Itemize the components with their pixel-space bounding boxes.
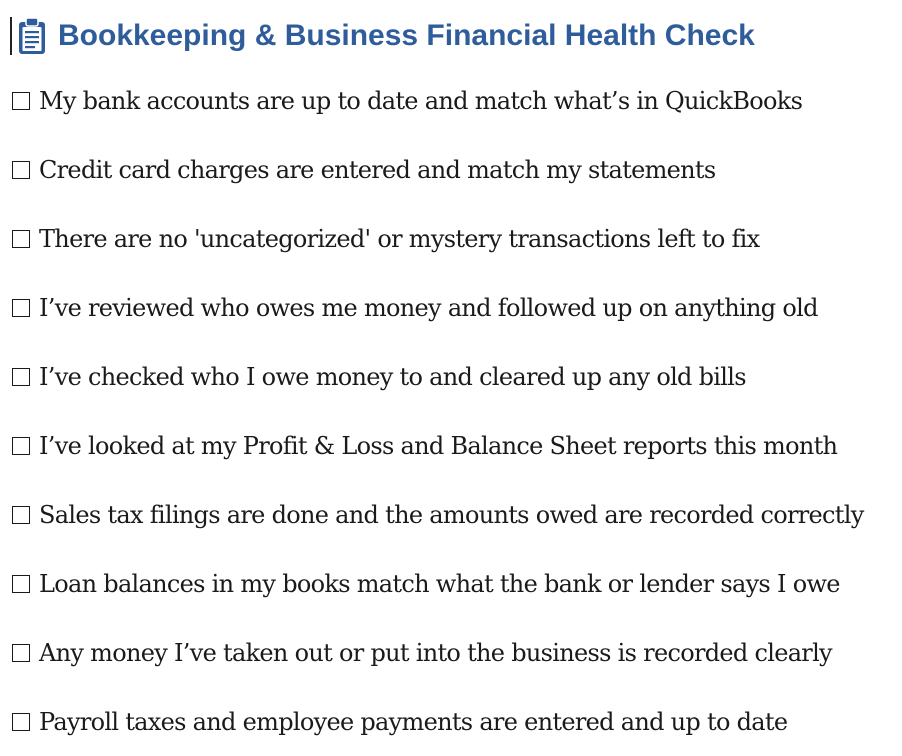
checkbox[interactable]: [12, 230, 30, 248]
checklist-item: [12, 411, 864, 480]
checklist-item: [12, 342, 864, 411]
checkbox[interactable]: [12, 506, 30, 524]
checkbox[interactable]: [12, 368, 30, 386]
clipboard-icon: [16, 16, 48, 56]
checkbox[interactable]: [12, 437, 30, 455]
checkbox[interactable]: [12, 299, 30, 317]
checklist-item-label: I’ve checked who I owe money to and cleared up any old bills: [39, 362, 746, 391]
checklist-item: [12, 480, 864, 549]
checklist-item-label: Sales tax filings are done and the amounts owed are recorded correctly: [39, 500, 864, 529]
checklist-item-label: My bank accounts are up to date and match what’s in QuickBooks: [39, 86, 803, 115]
checklist-item-label: I’ve reviewed who owes me money and followed up on anything old: [39, 293, 818, 322]
checklist-item: [12, 66, 864, 135]
checklist-item: [12, 618, 864, 687]
checklist-item-label: Any money I’ve taken out or put into the business is recorded clearly: [39, 638, 832, 667]
checklist-item-label: I’ve looked at my Profit & Loss and Balance Sheet reports this month: [39, 431, 838, 460]
text-cursor: [10, 17, 12, 55]
document-heading: [10, 14, 755, 58]
checklist-item-label: There are no 'uncategorized' or mystery transactions left to fix: [39, 224, 760, 253]
checklist-item-label: Payroll taxes and employee payments are entered and up to date: [39, 707, 788, 736]
checklist-item: [12, 687, 864, 756]
checkbox[interactable]: [12, 644, 30, 662]
document-title: Bookkeeping & Business Financial Health Check: [58, 19, 755, 52]
checklist-item-label: Credit card charges are entered and match my statements: [39, 155, 716, 184]
checklist-item: [12, 204, 864, 273]
checklist: [12, 66, 864, 756]
checkbox[interactable]: [12, 92, 30, 110]
checklist-item: [12, 273, 864, 342]
checkbox[interactable]: [12, 713, 30, 731]
checkbox[interactable]: [12, 161, 30, 179]
checklist-item: [12, 549, 864, 618]
checklist-item: [12, 135, 864, 204]
checkbox[interactable]: [12, 575, 30, 593]
checklist-item-label: Loan balances in my books match what the bank or lender says I owe: [39, 569, 840, 598]
